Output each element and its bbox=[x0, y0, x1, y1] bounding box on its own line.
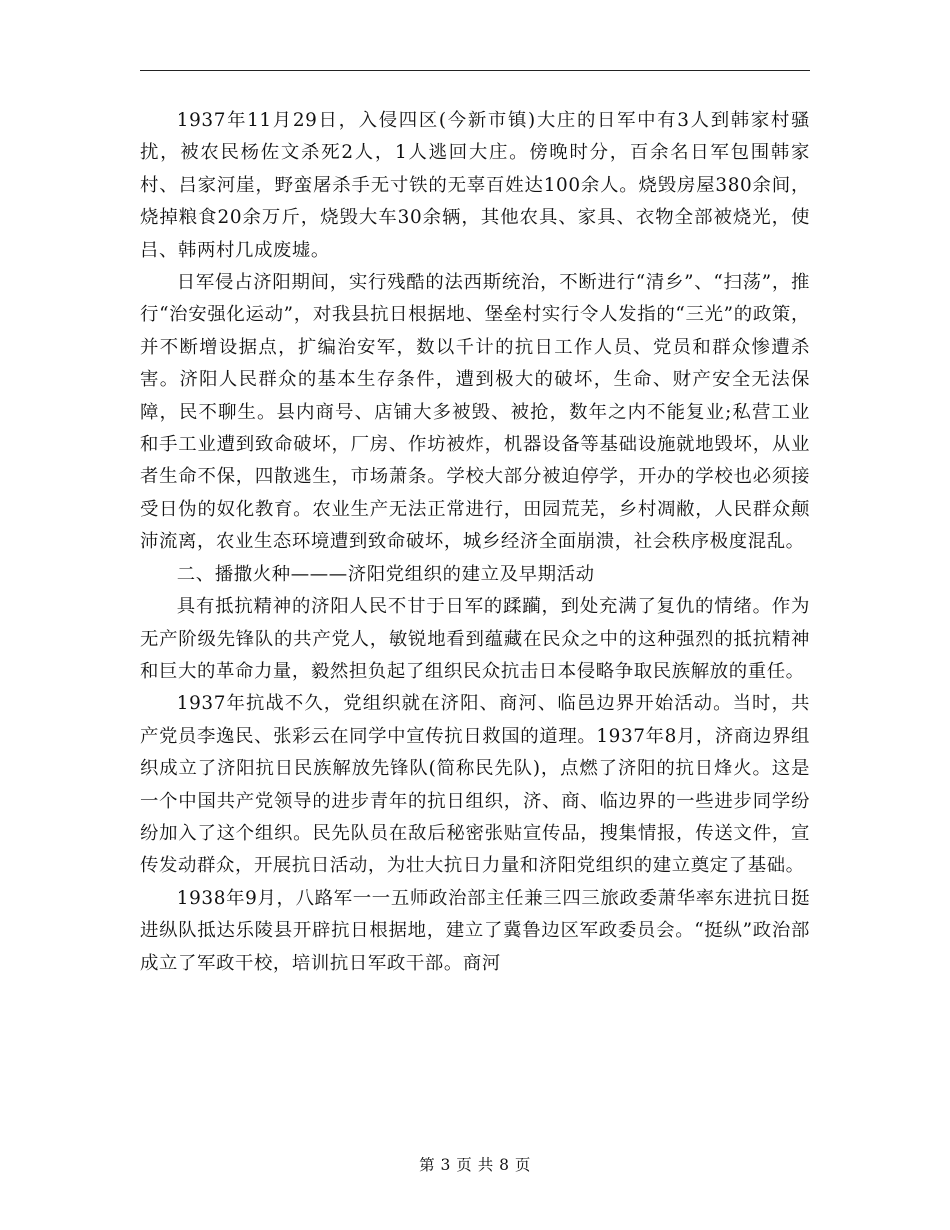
paragraph-eighth-route-army: 1938年9月，八路军一一五师政治部主任兼三四三旅政委萧华率东进抗日挺进纵队抵达乐陵县开辟抗日根据地，建立了冀鲁边区军政委员会。“挺纵”政治部成立了军政干校，培训抗日军政干部。商河 bbox=[140, 887, 810, 974]
header-rule bbox=[140, 70, 810, 71]
paragraph-massacre: 1937年11月29日，入侵四区(今新市镇)大庄的日军中有3人到韩家村骚扰，被农民杨佐文杀死2人，1人逃回大庄。傍晚时分，百余名日军包围韩家村、吕家河崖，野蛮屠杀手无寸铁的无辜百姓达100余人。烧毁房屋380余间，烧掉粮食20余万斤，烧毁大车30余辆，其他农具、家具、衣物全部被烧光，使吕、韩两村几成废墟。 bbox=[140, 110, 810, 261]
paragraph-occupation: 日军侵占济阳期间，实行残酷的法西斯统治，不断进行“清乡”、“扫荡”，推行“治安强化运动”，对我县抗日根据地、堡垒村实行令人发指的“三光”的政策，并不断增设据点，扩编治安军，数以千计的抗日工作人员、党员和群众惨遭杀害。济阳人民群众的基本生存条件，遭到极大的破坏，生命、财产安全无法保障，民不聊生。县内商号、店铺大多被毁、被抢，数年之内不能复业;私营工业和手工业遭到致命破坏，厂房、作坊被炸，机器设备等基础设施就地毁坏，从业者生命不保，四散逃生，市场萧条。学校大部分被迫停学，开办的学校也必须接受日伪的奴化教育。农业生产无法正常进行，田园荒芜，乡村凋敝，人民群众颠沛流离，农业生态环境遭到致命破坏，城乡经济全面崩溃，社会秩序极度混乱。 bbox=[140, 272, 810, 553]
paragraph-party-activity: 1937年抗战不久，党组织就在济阳、商河、临邑边界开始活动。当时，共产党员李逸民、张彩云在同学中宣传抗日救国的道理。1937年8月，济商边界组织成立了济阳抗日民族解放先锋队(简称民先队)，点燃了济阳的抗日烽火。这是一个中国共产党领导的进步青年的抗日组织，济、商、临边界的一些进步同学纷纷加入了这个组织。民先队员在敌后秘密张贴宣传品，搜集情报，传送文件，宣传发动群众，开展抗日活动，为壮大抗日力量和济阳党组织的建立奠定了基础。 bbox=[140, 693, 810, 877]
paragraph-resistance: 具有抵抗精神的济阳人民不甘于日军的蹂躏，到处充满了复仇的情绪。作为无产阶级先锋队的共产党人，敏锐地看到蕴藏在民众之中的这种强烈的抵抗精神和巨大的革命力量，毅然担负起了组织民众抗击日本侵略争取民族解放的重任。 bbox=[140, 596, 810, 682]
section-heading: 二、播撒火种———济阳党组织的建立及早期活动 bbox=[176, 563, 595, 585]
page-number: 第 3 页 共 8 页 bbox=[419, 1156, 531, 1174]
body-text bbox=[140, 105, 810, 980]
